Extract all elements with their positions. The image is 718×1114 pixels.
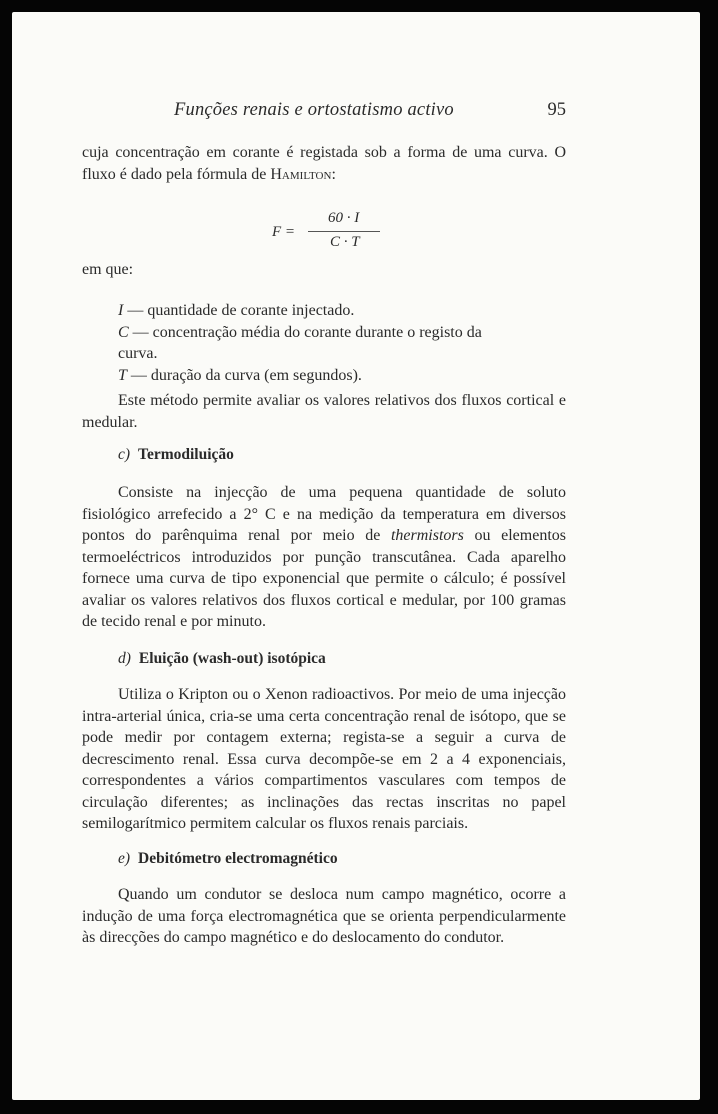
formula-denominator: C · T — [330, 234, 360, 250]
section-c-body: Consiste na injecção de uma pequena quantidade de soluto fisiológico arrefecido a 2° C e na medição da temperatura em diversos pontos do parênquima renal por meio de thermistors ou elementos termoeléctricos introduzidos por punção transcutânea. Cada aparelho fornece uma curva de tipo exponencial que permite o cálculo; é possível avaliar os valores relativos dos fluxos cortical e medular, por 100 gramas de tecido renal e por minuto. — [82, 484, 566, 630]
thermistors-term: thermistors — [390, 527, 464, 544]
page — [12, 12, 700, 1100]
formula-lhs: F = — [272, 224, 296, 240]
page-number: 95 — [547, 100, 566, 120]
formula-numerator: 60 · I — [328, 210, 360, 226]
author-name: Hamilton — [270, 165, 332, 183]
method-paragraph: Este método permite avaliar os valores relativos dos fluxos cortical e medular. — [82, 392, 566, 431]
section-heading-e: e) Debitómetro electromagnético — [118, 850, 338, 867]
intro-paragraph: cuja concentração em corante é registada sob a forma de uma curva. O fluxo é dado pela fórmula de Hamilton: — [82, 144, 566, 183]
definition-continuation: curva. — [118, 345, 158, 362]
section-d-body: Utiliza o Kripton ou o Xenon radioactivos. Por meio de uma injecção intra-arterial única, cria-se uma certa concentração renal de isótopo, que se pode medir por contagem externa; regista-se a seguir a curva de decrescimento renal. Essa curva decompõe-se em 2 a 4 exponenciais, correspondentes a vários compartimentos vasculares com tempos de circulação diferentes; as inclinações das rectas inscritas no papel semilogarítmico permitem calcular os fluxos renais parciais. — [82, 686, 566, 832]
section-e-body: Quando um condutor se desloca num campo magnético, ocorre a indução de uma força electromagnética que se orienta perpendicularmente às direcções do campo magnético e do deslocamento do condutor. — [82, 886, 566, 946]
running-title: Funções renais e ortostatismo activo — [174, 100, 454, 120]
definition-item: I — quantidade de corante injectado. — [118, 302, 355, 319]
running-header — [82, 100, 566, 124]
section-heading-d: d) Eluição (wash-out) isotópica — [118, 650, 326, 667]
definition-item: C — concentração média do corante durante o registo da — [118, 323, 482, 341]
em-que-label: em que: — [82, 261, 134, 278]
definition-item: T — duração da curva (em segundos). — [118, 366, 362, 384]
section-heading-c: c) Termodiluição — [118, 446, 234, 463]
formula — [272, 208, 412, 258]
definition-list — [118, 300, 566, 386]
